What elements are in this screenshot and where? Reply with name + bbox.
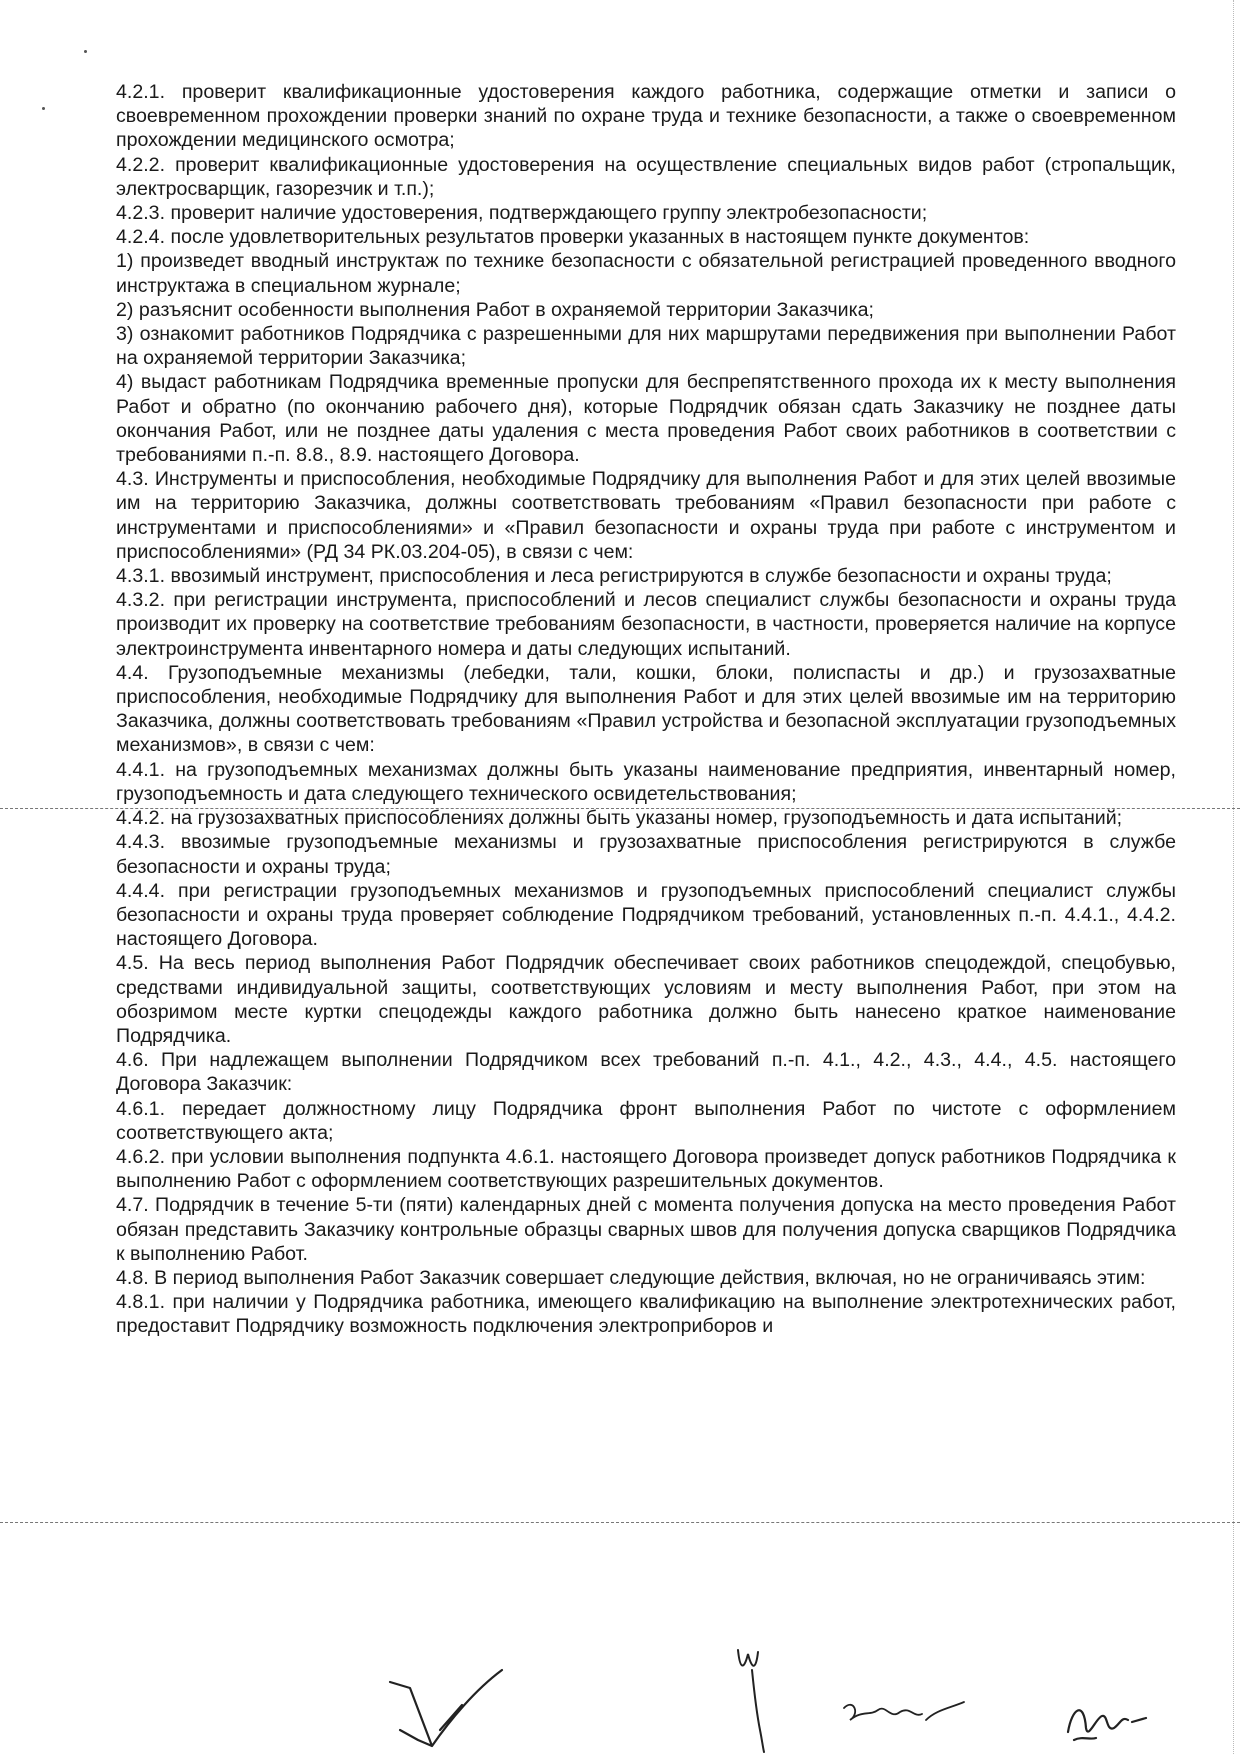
paragraph-4-3: 4.3. Инструменты и приспособления, необходимые Подрядчику для выполнения Работ и для этих целей ввозимые им на территорию Заказчика, должны соответствовать требованиям «Правил безопасности при работе с инструментами и приспособлениями» и «Правил безопасности и охраны труда при работе с инструментом и приспособлениями» (РД 34 РК.03.204-05), в связи с чем:: [116, 468, 1176, 563]
signature-4: [1062, 1688, 1152, 1748]
scan-speck: [42, 107, 45, 110]
paragraph-4-3-2: 4.3.2. при регистрации инструмента, приспособлений и лесов специалист службы безопасности и охраны труда производит их проверку на соответствие требованиям безопасности, в частности, проверяется наличие на корпусе электроинструмента инвентарного номера и даты следующих испытаний.: [116, 589, 1176, 660]
document-body: [116, 80, 1176, 1339]
paragraph-4-2-4: 4.2.4. после удовлетворительных результатов проверки указанных в настоящем пункте документов:: [116, 226, 1030, 249]
paragraph-4-3-1: 4.3.1. ввозимый инструмент, приспособления и леса регистрируются в службе безопасности и охраны труда;: [116, 565, 1112, 588]
paragraph-4-4-2: 4.4.2. на грузозахватных приспособлениях должны быть указаны номер, грузоподъемность и дата испытаний;: [116, 807, 1123, 830]
scan-speck: [84, 50, 87, 53]
paragraph-4-6-2: 4.6.2. при условии выполнения подпункта 4.6.1. настоящего Договора произведет допуск работников Подрядчика к выполнению Работ с оформлением соответствующих разрешительных документов.: [116, 1145, 1176, 1193]
scan-edge-mark: [1233, 0, 1234, 1754]
paragraph-4-4: 4.4. Грузоподъемные механизмы (лебедки, тали, кошки, блоки, полиспасты и др.) и грузозахватные приспособления, необходимые Подрядчику для выполнения Работ и для этих целей ввозимые им на территорию Заказчика, должны соответствовать требованиям «Правил устройства и безопасной эксплуатации грузоподъемных механизмов», в связи с чем:: [116, 661, 1176, 757]
paragraph-4-8: 4.8. В период выполнения Работ Заказчик совершает следующие действия, включая, но не ограничиваясь этим:: [116, 1266, 1146, 1289]
paragraph-4-2-2: 4.2.2. проверит квалификационные удостоверения на осуществление специальных видов работ (стропальщик, электросварщик, газорезчик и т.п.);: [116, 153, 1176, 200]
paragraph-4-2-1: 4.2.1. проверит квалификационные удостоверения каждого работника, содержащие отметки и записи о своевременном прохождении проверки знаний по охране труда и технике безопасности, а также о своевременном прохождении медицинского осмотра;: [116, 81, 1176, 152]
scan-divider-line: [0, 808, 1240, 809]
paragraph-4-4-1: 4.4.1. на грузоподъемных механизмах должны быть указаны наименование предприятия, инвентарный номер, грузоподъемность и дата следующего технического освидетельствования;: [116, 758, 1176, 805]
paragraph-4-4-4: 4.4.4. при регистрации грузоподъемных механизмов и грузоподъемных приспособлений специалист службы безопасности и охраны труда проверяет соблюдение Подрядчиком требований, установленных п.-п. 4.4.1., 4.4.2. настоящего Договора.: [116, 879, 1176, 951]
paragraph-4-8-1: 4.8.1. при наличии у Подрядчика работника, имеющего квалификацию на выполнение электротехнических работ, предоставит Подрядчику возможность подключения электроприборов и: [116, 1291, 1176, 1338]
paragraph-4-2-3: 4.2.3. проверит наличие удостоверения, подтверждающего группу электробезопасности;: [116, 202, 928, 225]
signature-3: [840, 1690, 970, 1740]
signature-1: [380, 1660, 510, 1750]
paragraph-4-7: 4.7. Подрядчик в течение 5-ти (пяти) календарных дней с момента получения допуска на место проведения Работ обязан представить Заказчику контрольные образцы сварных швов для получения допуска сварщиков Подрядчика к выполнению Работ.: [116, 1194, 1176, 1265]
list-item-2: 2) разъяснит особенности выполнения Работ в охраняемой территории Заказчика;: [116, 298, 874, 321]
paragraph-4-6-1: 4.6.1. передает должностному лицу Подрядчика фронт выполнения Работ по чистоте с оформлением соответствующего акта;: [116, 1097, 1176, 1144]
scan-divider-line: [0, 1522, 1240, 1523]
paragraph-4-5: 4.5. На весь период выполнения Работ Подрядчик обеспечивает своих работников спецодеждой, спецобувью, средствами индивидуальной защиты, соответствующих условиям и месту выполнения Работ, при этом на обозримом месте куртки спецодежды каждого работника должно быть нанесено краткое наименование Подрядчика.: [116, 952, 1176, 1047]
signature-2: [730, 1640, 790, 1754]
signatures-area: [0, 1600, 1240, 1754]
list-item-4: 4) выдаст работникам Подрядчика временные пропуски для беспрепятственного прохода их к месту выполнения Работ и обратно (по окончанию рабочего дня), которые Подрядчик обязан сдать Заказчику не позднее даты окончания Работ, или не позднее даты удаления с места проведения Работ своих работников в соответствии с требованиями п.-п. 8.8., 8.9. настоящего Договора.: [116, 371, 1176, 467]
paragraph-4-6: 4.6. При надлежащем выполнении Подрядчиком всех требований п.-п. 4.1., 4.2., 4.3., 4.4., 4.5. настоящего Договора Заказчик:: [116, 1049, 1176, 1096]
paragraph-4-4-3: 4.4.3. ввозимые грузоподъемные механизмы и грузозахватные приспособления регистрируются в службе безопасности и охраны труда;: [116, 831, 1176, 878]
list-item-3: 3) ознакомит работников Подрядчика с разрешенными для них маршрутами передвижения при выполнении Работ на охраняемой территории Заказчика;: [116, 323, 1176, 370]
list-item-1: 1) произведет вводный инструктаж по технике безопасности с обязательной регистрацией проведенного вводного инструктажа в специальном журнале;: [116, 250, 1176, 297]
